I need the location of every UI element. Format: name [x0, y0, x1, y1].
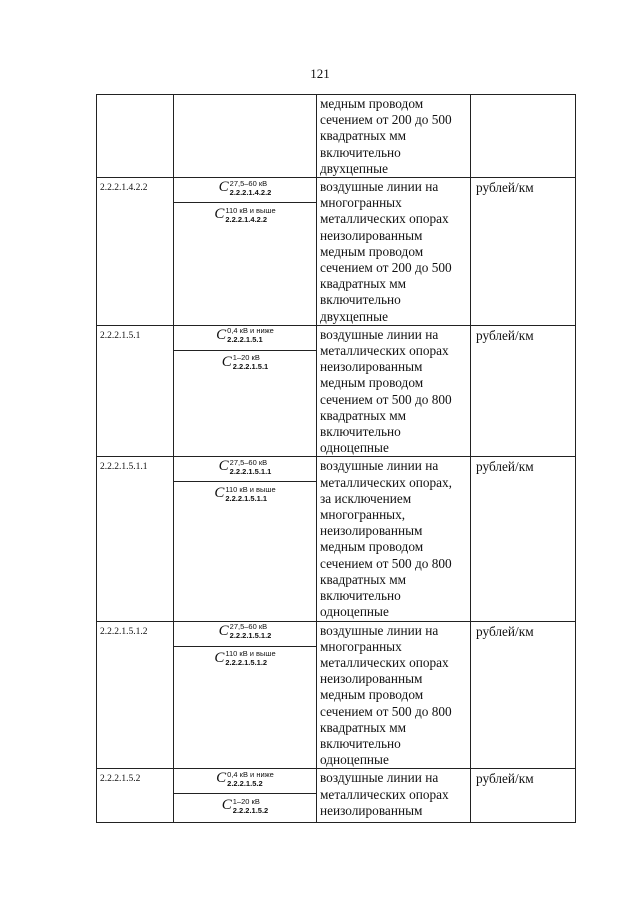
description-line: сечением от 500 до 800	[320, 391, 452, 407]
table-row	[97, 457, 576, 621]
description-line: многогранных	[320, 195, 402, 211]
description-line: включительно	[320, 588, 401, 604]
symbol-notation	[219, 622, 272, 640]
row-code: 2.2.2.1.5.1	[97, 325, 174, 457]
description-line: включительно	[320, 735, 401, 751]
description-line: неизолированным	[320, 523, 423, 539]
description-line: двухцепные	[320, 308, 388, 324]
description-line: металлических опорах,	[320, 474, 453, 490]
symbol-notation	[219, 458, 272, 476]
symbol-letter: C	[221, 353, 232, 370]
description-line: металлических опорах	[320, 786, 449, 802]
description-line: воздушные линии на	[320, 326, 439, 342]
symbol-notation	[216, 326, 274, 344]
description-line: сечением от 200 до 500	[320, 112, 452, 128]
tariff-symbol	[174, 484, 316, 503]
tariff-symbol	[174, 326, 316, 351]
tariff-symbol	[174, 457, 316, 482]
description-line: сечением от 500 до 800	[320, 703, 452, 719]
table-row	[97, 178, 576, 326]
symbol-letter: C	[218, 622, 229, 639]
description-line: двухцепные	[320, 160, 388, 176]
description-line: включительно	[320, 144, 401, 160]
row-unit: рублей/км	[471, 621, 576, 769]
symbol-subscript: 2.2.2.1.4.2.2	[225, 214, 268, 224]
symbol-scripts	[227, 770, 274, 788]
table-body	[97, 95, 576, 823]
symbol-subscript: 2.2.2.1.5.2	[227, 778, 263, 788]
symbol-notation	[216, 770, 274, 788]
description-line: квадратных мм	[320, 571, 407, 587]
symbol-subscript: 2.2.2.1.5.1.2	[225, 658, 268, 667]
description-line: металлических опорах	[320, 211, 449, 227]
table-row	[97, 621, 576, 769]
row-symbols	[174, 769, 317, 823]
symbol-superscript: 27,5–60 кВ	[229, 622, 268, 631]
symbol-subscript: 2.2.2.1.5.1	[227, 335, 263, 345]
tariff-symbol	[174, 353, 316, 372]
symbol-notation	[222, 353, 268, 371]
description-line: включительно	[320, 292, 401, 308]
symbol-notation	[214, 485, 275, 503]
symbol-letter: C	[218, 458, 229, 475]
row-unit: рублей/км	[471, 178, 576, 326]
description-line: неизолированным	[320, 671, 423, 687]
row-symbols	[174, 325, 317, 457]
description-line: медным проводом	[320, 687, 424, 703]
description-line: одноцепные	[320, 752, 389, 768]
symbol-letter: C	[216, 326, 227, 343]
description-line: медным проводом	[320, 243, 424, 259]
description-line: воздушные линии на	[320, 458, 439, 474]
symbol-subscript: 2.2.2.1.5.1.1	[229, 466, 272, 476]
description-line: металлических опорах	[320, 654, 449, 670]
symbol-notation	[222, 797, 268, 815]
description-line: неизолированным	[320, 359, 423, 375]
symbol-superscript: 110 кВ и выше	[225, 484, 276, 494]
symbol-superscript: 110 кВ и выше	[225, 649, 276, 658]
description-line: медным проводом	[320, 96, 424, 111]
symbol-scripts	[230, 179, 272, 197]
row-description	[317, 95, 471, 178]
symbol-letter: C	[214, 206, 225, 223]
description-line: неизолированным	[320, 802, 423, 818]
description-line: медным проводом	[320, 375, 424, 391]
symbol-scripts	[233, 353, 268, 371]
row-symbols	[174, 621, 317, 769]
row-description	[317, 325, 471, 457]
symbol-notation	[214, 649, 275, 667]
description-line: медным проводом	[320, 539, 424, 555]
row-unit: рублей/км	[471, 457, 576, 621]
symbol-superscript: 110 кВ и выше	[225, 205, 276, 215]
row-code: 2.2.2.1.4.2.2	[97, 178, 174, 326]
symbol-superscript: 1–20 кВ	[232, 353, 260, 363]
row-description	[317, 178, 471, 326]
table-row	[97, 325, 576, 457]
row-description	[317, 457, 471, 621]
tariff-symbol	[174, 796, 316, 815]
symbol-subscript: 2.2.2.1.5.2	[232, 805, 269, 815]
description-line: включительно	[320, 424, 401, 440]
row-code	[97, 95, 174, 178]
row-unit: рублей/км	[471, 325, 576, 457]
tariff-symbol	[174, 205, 316, 224]
symbol-superscript: 0,4 кВ и ниже	[227, 326, 274, 336]
symbol-letter: C	[216, 770, 227, 787]
symbol-superscript: 0,4 кВ и ниже	[227, 769, 274, 779]
tariff-symbol	[174, 622, 316, 647]
description-line: многогранных	[320, 638, 402, 654]
symbol-superscript: 27,5–60 кВ	[229, 178, 268, 188]
symbol-scripts	[233, 797, 268, 815]
row-symbols	[174, 178, 317, 326]
row-symbols	[174, 457, 317, 621]
description-line: воздушные линии на	[320, 622, 439, 638]
row-description	[317, 769, 471, 823]
table-row	[97, 769, 576, 823]
symbol-letter: C	[214, 649, 225, 666]
symbol-scripts	[225, 485, 275, 503]
symbol-scripts	[225, 206, 275, 224]
symbol-letter: C	[214, 485, 225, 502]
row-description	[317, 621, 471, 769]
row-unit	[471, 95, 576, 178]
description-line: квадратных мм	[320, 276, 407, 292]
symbol-letter: C	[218, 179, 229, 196]
symbol-scripts	[230, 622, 272, 640]
symbol-scripts	[225, 649, 275, 667]
symbol-scripts	[227, 326, 274, 344]
description-line: одноцепные	[320, 440, 389, 456]
description-line: сечением от 500 до 800	[320, 555, 452, 571]
symbol-superscript: 1–20 кВ	[232, 796, 260, 806]
row-code: 2.2.2.1.5.2	[97, 769, 174, 823]
description-line: за исключением	[320, 490, 412, 506]
symbol-notation	[219, 179, 272, 197]
description-line: неизолированным	[320, 227, 423, 243]
description-line: квадратных мм	[320, 719, 407, 735]
description-line: воздушные линии на	[320, 179, 439, 195]
description-line: одноцепные	[320, 604, 389, 620]
description-line: квадратных мм	[320, 128, 407, 144]
description-line: многогранных,	[320, 507, 406, 523]
row-unit: рублей/км	[471, 769, 576, 823]
tariff-table	[96, 94, 576, 823]
row-symbols	[174, 95, 317, 178]
description-line: квадратных мм	[320, 407, 407, 423]
row-code: 2.2.2.1.5.1.1	[97, 457, 174, 621]
page-number: 121	[310, 66, 330, 81]
symbol-subscript: 2.2.2.1.5.1	[232, 362, 269, 372]
description-line: металлических опорах	[320, 343, 449, 359]
symbol-superscript: 27,5–60 кВ	[229, 457, 268, 467]
symbol-subscript: 2.2.2.1.5.1.1	[225, 493, 268, 503]
symbol-subscript: 2.2.2.1.5.1.2	[229, 631, 272, 640]
symbol-letter: C	[221, 797, 232, 814]
symbol-scripts	[230, 458, 272, 476]
table-row	[97, 95, 576, 178]
tariff-symbol	[174, 178, 316, 203]
symbol-subscript: 2.2.2.1.4.2.2	[229, 187, 272, 197]
tariff-symbol	[174, 769, 316, 794]
description-line: сечением от 200 до 500	[320, 260, 452, 276]
symbol-notation	[214, 206, 275, 224]
row-code: 2.2.2.1.5.1.2	[97, 621, 174, 769]
tariff-symbol	[174, 649, 316, 668]
description-line: воздушные линии на	[320, 770, 439, 786]
